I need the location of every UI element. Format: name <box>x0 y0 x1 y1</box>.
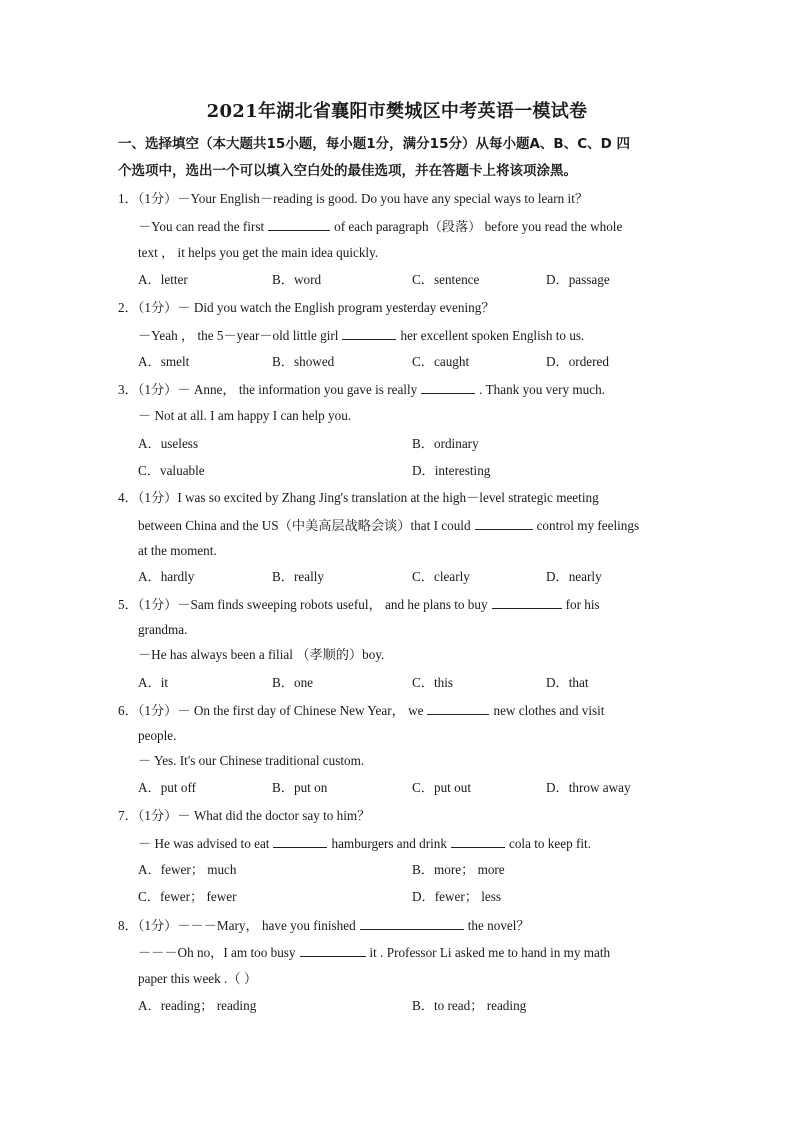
answer-blank <box>300 943 366 957</box>
question-text: －Sam finds sweeping robots useful， and he plans to buy <box>177 597 488 612</box>
option-c: C．caught <box>412 354 470 369</box>
answer-blank <box>360 916 464 930</box>
question-number: 5．（1分） <box>118 597 178 612</box>
question-text: － Not at all. I am happy I can help you. <box>138 408 352 423</box>
question-text: － Anne， the information you gave is really <box>177 382 418 397</box>
answer-blank <box>273 834 327 848</box>
question-text: text ， it helps you get the main idea quickly. <box>138 245 379 260</box>
question-text: at the moment. <box>138 543 217 558</box>
question-4-line <box>138 542 217 560</box>
option-a: A．useless <box>138 436 199 451</box>
question-text: － What did the doctor say to him？ <box>177 808 371 823</box>
answer-blank <box>427 701 489 715</box>
option-c: C．sentence <box>412 272 480 287</box>
question-8 <box>118 916 530 935</box>
option-b: B．put on <box>272 780 328 795</box>
question-1-line <box>138 217 622 236</box>
option-b: B．really <box>272 569 325 584</box>
question-text: －Your English－reading is good. Do you have any special ways to learn it？ <box>177 191 589 206</box>
question-8-line <box>138 943 610 962</box>
question-text: hamburgers and drink <box>331 836 447 851</box>
question-number: 1．（1分） <box>118 191 178 206</box>
option-a: A．reading； reading <box>138 998 257 1013</box>
question-text: paper this week .（ ） <box>138 971 258 986</box>
option-d: D．throw away <box>546 780 631 795</box>
question-text: －Yeah ， the 5－year－old little girl <box>138 328 339 343</box>
question-text: her excellent spoken English to us. <box>400 328 585 343</box>
option-c: C．fewer； fewer <box>138 889 237 904</box>
answer-blank <box>342 326 396 340</box>
option-c: C．this <box>412 675 454 690</box>
question-7-line <box>138 834 591 853</box>
option-b: B．word <box>272 272 322 287</box>
answer-blank <box>421 380 475 394</box>
question-8-line <box>138 970 257 988</box>
question-number: 2．（1分） <box>118 300 178 315</box>
question-5-line <box>138 646 384 664</box>
option-d: D．passage <box>546 272 610 287</box>
answer-blank <box>268 217 330 231</box>
question-6 <box>118 701 604 720</box>
option-d: D．fewer； less <box>412 889 501 904</box>
option-b: B．ordinary <box>412 436 479 451</box>
question-number: 4．（1分） <box>118 490 178 505</box>
question-number: 6．（1分） <box>118 703 178 718</box>
option-c: C．put out <box>412 780 471 795</box>
question-text: of each paragraph（段落） before you read the whole <box>334 219 623 234</box>
question-text: － Yes. It's our Chinese traditional custom. <box>138 753 365 768</box>
question-text: － He was advised to eat <box>138 836 270 851</box>
question-3-line <box>138 407 351 425</box>
option-c: C．clearly <box>412 569 470 584</box>
question-text: new clothes and visit <box>493 703 605 718</box>
question-text: －－－Mary， have you finished <box>177 918 356 933</box>
option-c: C．valuable <box>138 463 205 478</box>
page-title: 2021年湖北省襄阳市樊城区中考英语一模试卷 <box>206 101 588 122</box>
question-text: the novel？ <box>467 918 530 933</box>
option-d: D．that <box>546 675 589 690</box>
question-6-line <box>138 752 364 770</box>
question-text: cola to keep fit. <box>508 836 592 851</box>
option-d: D．interesting <box>412 463 491 478</box>
question-text: it . Professor Li asked me to hand in my math <box>369 945 611 960</box>
question-text: people. <box>138 728 177 743</box>
option-a: A．hardly <box>138 569 195 584</box>
question-6-line <box>138 727 176 745</box>
question-3 <box>118 380 605 399</box>
option-b: B．showed <box>272 354 335 369</box>
question-5-line <box>138 621 187 639</box>
option-a: A．letter <box>138 272 188 287</box>
answer-blank <box>451 834 505 848</box>
question-4-line <box>138 516 639 535</box>
question-number: 3．（1分） <box>118 382 178 397</box>
question-text: － On the first day of Chinese New Year， we <box>177 703 424 718</box>
question-7 <box>118 807 370 825</box>
question-1-line <box>138 244 378 262</box>
option-b: B．to read； reading <box>412 998 527 1013</box>
question-text: －You can read the first <box>138 219 265 234</box>
question-text: －－－Oh no，I am too busy <box>138 945 296 960</box>
question-1 <box>118 190 588 208</box>
question-text: －He has always been a filial （孝顺的）boy. <box>138 647 385 662</box>
question-4 <box>118 489 599 507</box>
option-b: B．one <box>272 675 314 690</box>
question-text: I was so excited by Zhang Jing's translation at the high－level strategic meeting <box>177 490 599 505</box>
question-text: for his <box>565 597 600 612</box>
question-text: . Thank you very much. <box>479 382 605 397</box>
option-a: A．fewer； much <box>138 862 237 877</box>
answer-blank <box>475 516 533 530</box>
option-b: B．more； more <box>412 862 505 877</box>
answer-blank <box>492 595 562 609</box>
question-number: 7．（1分） <box>118 808 178 823</box>
section-instructions-line2: 个选项中，选出一个可以填入空白处的最佳选项，并在答题卡上将该项涂黑。 <box>118 163 577 179</box>
option-a: A．put off <box>138 780 196 795</box>
question-2 <box>118 299 495 317</box>
option-a: A．it <box>138 675 169 690</box>
question-number: 8．（1分） <box>118 918 178 933</box>
question-2-line <box>138 326 584 345</box>
question-5 <box>118 595 600 614</box>
section-instructions-line1: 一、选择填空（本大题共15小题，每小题1分，满分15分）从每小题A、B、C、D 四 <box>118 136 631 152</box>
question-text: － Did you watch the English program yesterday evening？ <box>177 300 495 315</box>
option-d: D．nearly <box>546 569 602 584</box>
question-text: grandma. <box>138 622 188 637</box>
question-text: control my feelings <box>536 518 640 533</box>
option-a: A．smelt <box>138 354 190 369</box>
question-text: between China and the US（中美高层战略会谈）that I could <box>138 518 471 533</box>
option-d: D．ordered <box>546 354 609 369</box>
